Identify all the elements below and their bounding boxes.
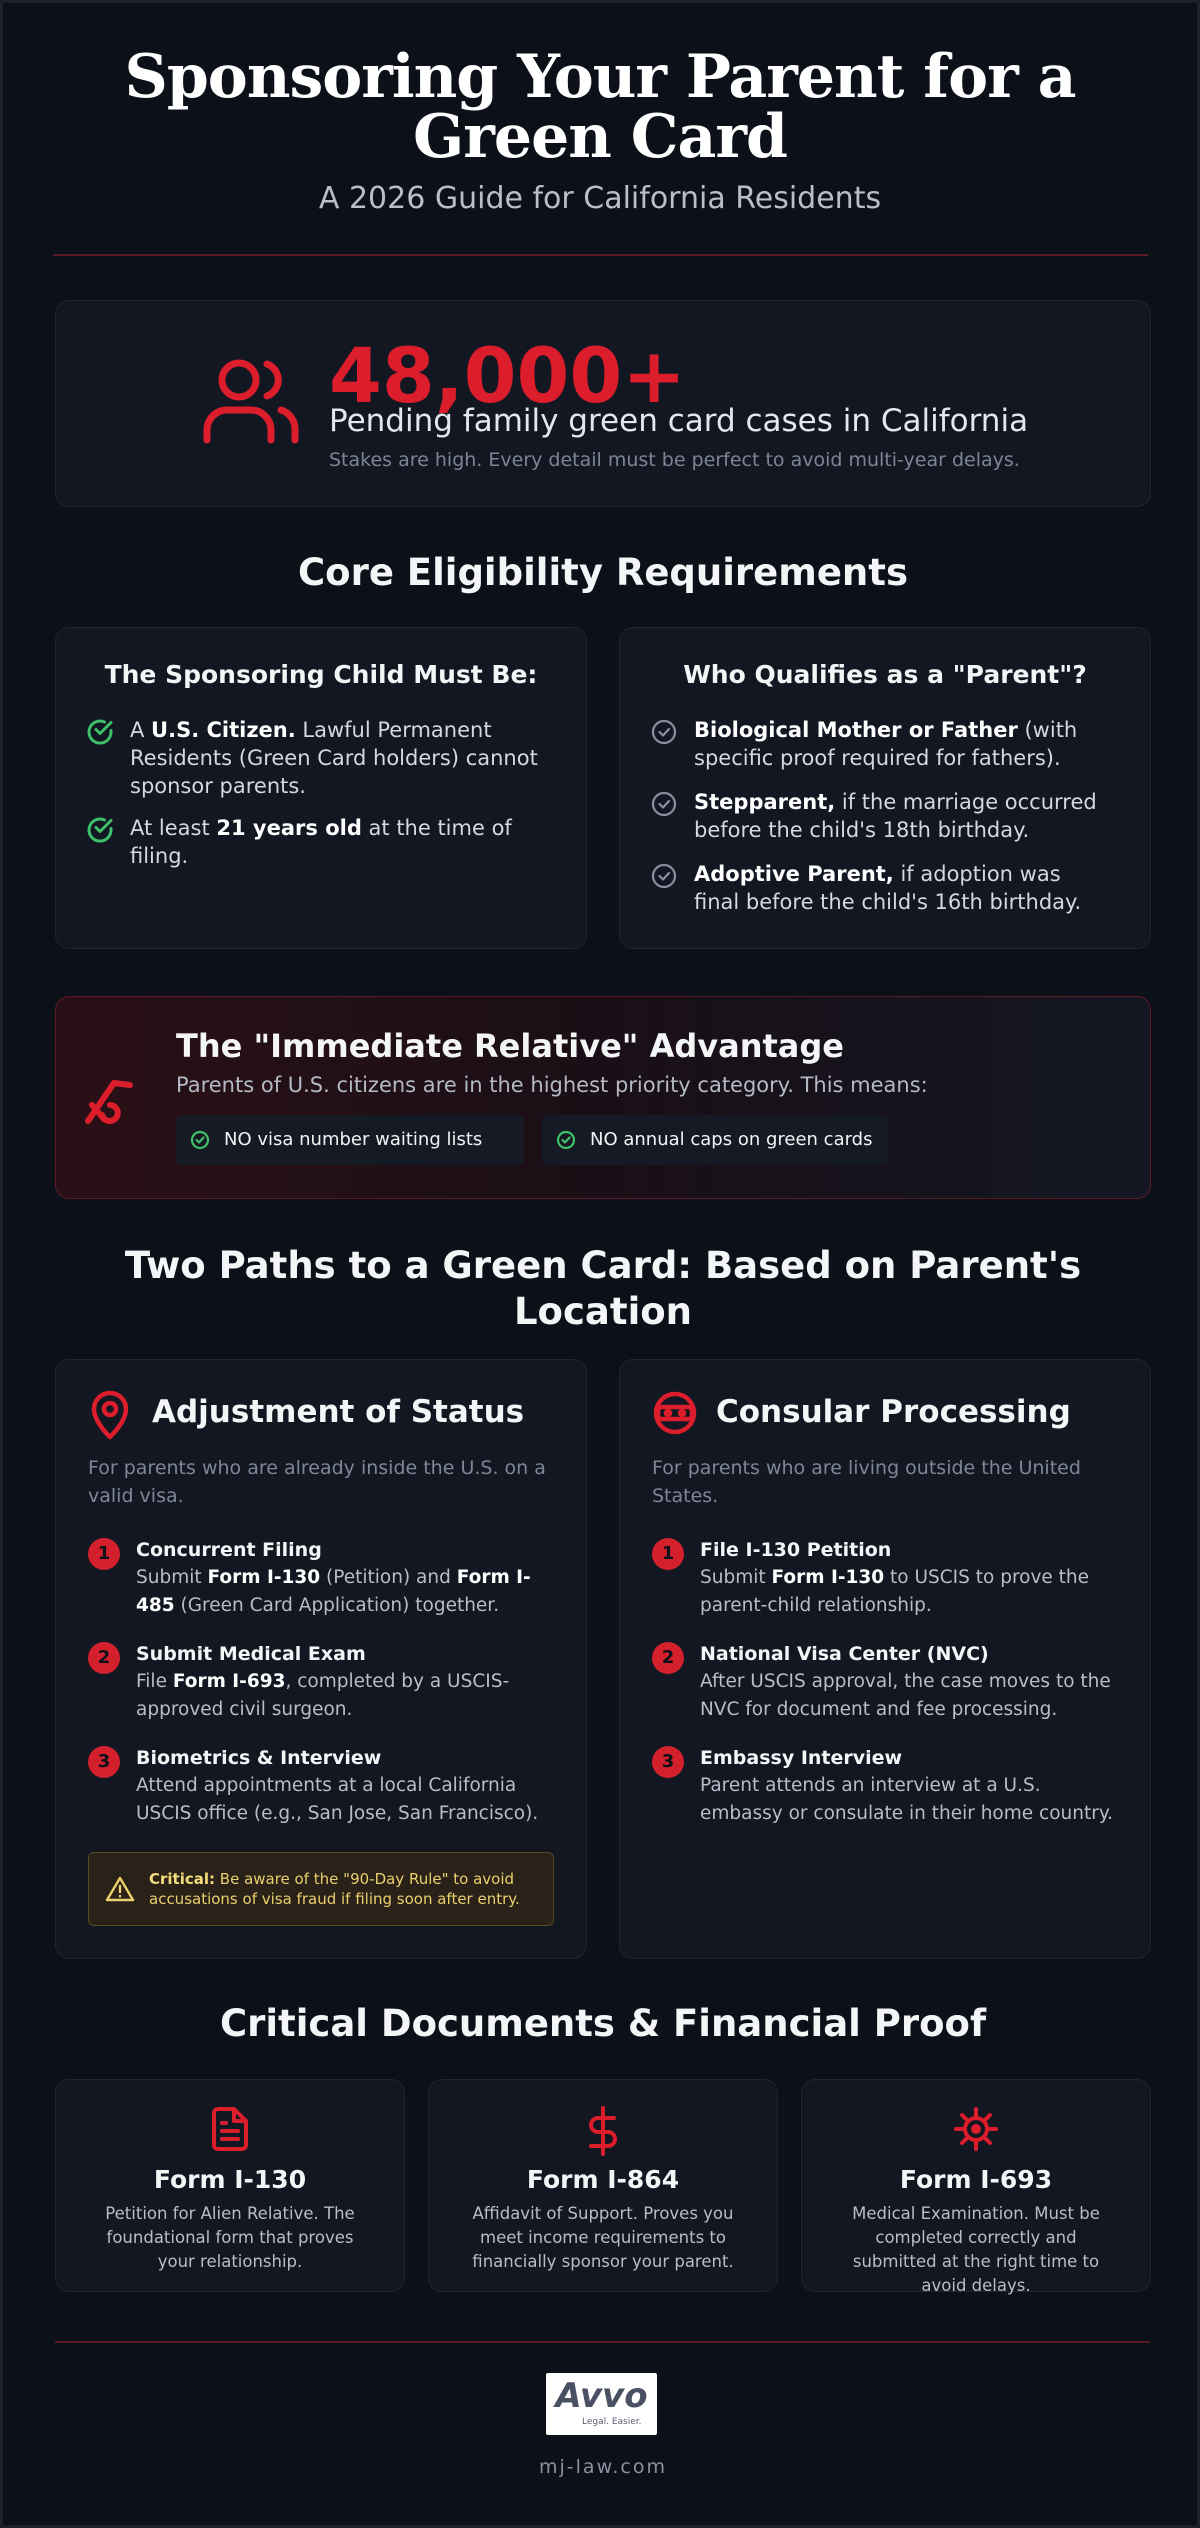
child-requirements-heading: The Sponsoring Child Must Be: [104,660,538,689]
virus-icon [953,2106,999,2152]
warning-text: Critical: Be aware of the "90-Day Rule" to avoid accusations of visa fraud if filing soon after entry. [149,1870,520,1908]
document-text: Affidavit of Support. Proves you meet income requirements to financially sponsor your parent. [472,2204,734,2271]
list-item: Biological Mother or Father (with specific proof required for fathers). [694,716,1110,772]
step-number: 3 [88,1746,120,1778]
step-item [661,1640,1120,1724]
document-title: Form I-864 [526,2165,680,2194]
step-title: National Visa Center (NVC) [700,1643,989,1665]
step-item [661,1536,1120,1620]
header [3,3,1197,216]
site-url: mj-law.com [539,2456,667,2478]
avvo-logo: Avvo Legal. Easier. [546,2373,657,2435]
fast-forward-icon [82,1075,146,1127]
step-item [97,1640,556,1724]
step-text: Attend appointments at a local California USCIS office (e.g., San Jose, San Francisco). [136,1775,539,1824]
divider [55,2341,1150,2343]
list-item: At least 21 years old at the time of filing. [130,814,546,870]
stat-label: Pending family green card cases in California [329,403,1029,439]
check-circle-icon [650,718,678,746]
stat-card [55,300,1151,507]
page-subtitle: A 2026 Guide for California Residents [318,181,882,216]
warning-box [88,1852,554,1926]
step-title: Submit Medical Exam [136,1643,366,1665]
list-item: Adoptive Parent, if adoption was final before the child's 16th birthday. [694,860,1110,916]
child-requirements-card [55,627,587,949]
check-circle-icon [556,1130,576,1150]
globe-icon [652,1390,698,1436]
stat-number: 48,000+ [329,331,686,420]
immediate-relative-callout [55,996,1151,1199]
step-item [97,1536,556,1620]
parent-qualification-heading: Who Qualifies as a "Parent"? [683,660,1087,689]
step-title: Concurrent Filing [136,1539,322,1561]
dollar-sign-icon [585,2106,621,2156]
step-item [661,1744,1120,1828]
check-circle-icon [650,862,678,890]
eligibility-title: Core Eligibility Requirements [298,551,908,594]
page-title: Sponsoring Your Parent for a Green Card [124,42,1076,172]
paths-title: Two Paths to a Green Card: Based on Parent's Location [124,1244,1082,1333]
step-number: 3 [652,1746,684,1778]
step-text: After USCIS approval, the case moves to the NVC for document and fee processing. [700,1671,1111,1720]
check-circle-icon [86,816,114,844]
step-number: 2 [652,1642,684,1674]
step-number: 1 [88,1538,120,1570]
advantage-pill: NO annual caps on green cards [542,1115,888,1165]
advantage-pill: NO visa number waiting lists [176,1115,524,1165]
warning-triangle-icon [105,1875,135,1903]
step-item [97,1744,556,1828]
document-text: Medical Examination. Must be completed correctly and submitted at the right time to avoid delays. [852,2204,1100,2295]
map-pin-icon [88,1390,132,1440]
step-number: 2 [88,1642,120,1674]
stat-note: Stakes are high. Every detail must be perfect to avoid multi-year delays. [329,449,1020,471]
check-circle-icon [190,1130,210,1150]
file-text-icon [210,2106,250,2152]
document-card [801,2079,1151,2295]
document-card [428,2079,778,2292]
step-title: Embassy Interview [700,1747,903,1769]
step-title: Biometrics & Interview [136,1747,382,1769]
check-circle-icon [650,790,678,818]
parent-qualification-card [619,627,1151,949]
document-title: Form I-130 [153,2165,307,2194]
list-item: A U.S. Citizen. Lawful Permanent Residents (Green Card holders) cannot sponsor parents. [130,716,546,800]
adjustment-desc: For parents who are already inside the U.S. on a valid visa. [88,1457,546,1507]
document-text: Petition for Alien Relative. The foundational form that proves your relationship. [105,2204,355,2271]
users-icon [201,356,301,446]
step-title: File I-130 Petition [700,1539,892,1561]
adjustment-heading: Adjustment of Status [152,1394,525,1430]
step-text: Parent attends an interview at a U.S. embassy or consulate in their home country. [700,1775,1114,1824]
documents-title: Critical Documents & Financial Proof [219,2002,987,2045]
consular-desc: For parents who are living outside the United States. [652,1457,1081,1507]
consular-processing-card [619,1359,1151,1959]
document-card [55,2079,405,2292]
step-number: 1 [652,1538,684,1570]
step-text: File Form I-693, completed by a USCIS-approved civil surgeon. [136,1671,510,1720]
consular-heading: Consular Processing [716,1394,1071,1430]
adjustment-of-status-card [55,1359,587,1959]
document-title: Form I-693 [899,2165,1053,2194]
divider [53,254,1148,256]
step-text: Submit Form I-130 to USCIS to prove the parent-child relationship. [700,1567,1090,1616]
list-item: Stepparent, if the marriage occurred before the child's 18th birthday. [694,788,1110,844]
advantage-text: Parents of U.S. citizens are in the highest priority category. This means: [176,1073,928,1097]
step-text: Submit Form I-130 (Petition) and Form I-485 (Green Card Application) together. [136,1567,531,1616]
check-circle-icon [86,718,114,746]
advantage-title: The "Immediate Relative" Advantage [176,1027,844,1065]
